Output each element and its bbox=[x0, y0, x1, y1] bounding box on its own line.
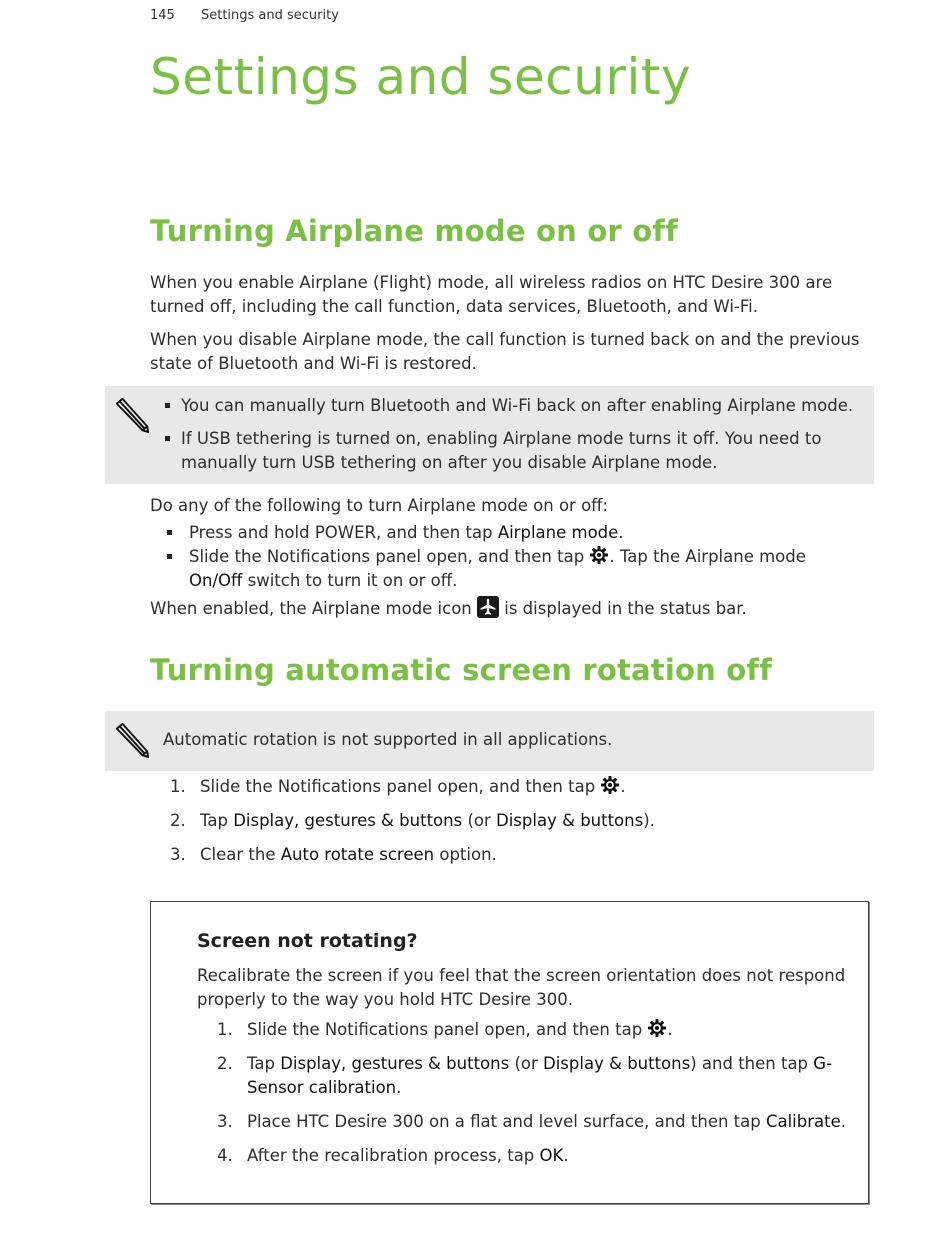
page-title: Settings and security bbox=[150, 48, 692, 106]
ui-term-display-buttons: Display & buttons bbox=[496, 811, 644, 830]
list-item bbox=[150, 775, 870, 799]
pencil-icon bbox=[113, 396, 151, 434]
list-item bbox=[197, 1110, 857, 1134]
running-header-section: Settings and security bbox=[200, 8, 339, 23]
text-fragment: . bbox=[563, 1146, 569, 1165]
step-number: 2. bbox=[170, 811, 186, 830]
ui-term-auto-rotate-screen: Auto rotate screen bbox=[280, 845, 435, 864]
bullet-marker bbox=[165, 403, 170, 408]
text-fragment: . bbox=[840, 1112, 847, 1131]
text-fragment: Clear the bbox=[200, 845, 281, 864]
running-header bbox=[150, 8, 339, 23]
airplane-mode-icon bbox=[477, 596, 499, 618]
gear-icon bbox=[589, 545, 609, 565]
pencil-icon bbox=[113, 721, 151, 759]
step-number: 3. bbox=[170, 845, 186, 864]
text-fragment: Slide the Notifications panel open, and then tap bbox=[200, 777, 601, 796]
bullet-marker bbox=[167, 554, 172, 559]
text-fragment: . Tap the Airplane mode bbox=[609, 547, 806, 566]
airplane-status-para bbox=[150, 596, 880, 621]
list-item bbox=[197, 1052, 857, 1100]
list-item bbox=[150, 809, 870, 833]
rotation-steps bbox=[150, 775, 870, 867]
rotation-heading: Turning automatic screen rotation off bbox=[150, 653, 773, 687]
text-fragment: . bbox=[618, 523, 624, 542]
gear-icon bbox=[600, 775, 620, 795]
list-item bbox=[197, 1144, 857, 1168]
tip-para: Recalibrate the screen if you feel that the screen orientation does not respond properly to the way you hold HTC Desire 300. bbox=[197, 966, 846, 1009]
text-fragment: Slide the Notifications panel open, and then tap bbox=[247, 1020, 648, 1039]
gear-icon bbox=[647, 1018, 667, 1038]
bullet-marker bbox=[165, 436, 170, 441]
text-fragment: ). bbox=[643, 811, 655, 830]
step-number: 1. bbox=[170, 777, 186, 796]
list-item bbox=[150, 521, 850, 545]
note-item-text: If USB tethering is turned on, enabling Airplane mode turns it off. You need to manually turn USB tethering on after you disable Airplane mode. bbox=[181, 429, 822, 472]
airplane-note-box bbox=[105, 386, 874, 484]
airplane-intro: Do any of the following to turn Airplane mode on or off: bbox=[150, 496, 609, 515]
text-fragment: . bbox=[667, 1020, 673, 1039]
tip-box bbox=[150, 901, 869, 1204]
ui-term-display-gestures-buttons: Display, gestures & buttons bbox=[233, 811, 463, 830]
text-fragment: switch to turn it on or off. bbox=[242, 571, 458, 590]
text-fragment: (or bbox=[462, 811, 497, 830]
airplane-mode-heading: Turning Airplane mode on or off bbox=[150, 214, 679, 248]
page-number: 145 bbox=[150, 8, 175, 23]
step-number: 2. bbox=[217, 1054, 233, 1073]
step-number: 1. bbox=[217, 1020, 233, 1039]
text-fragment: ) and then tap bbox=[690, 1054, 814, 1073]
text-fragment: . bbox=[396, 1078, 402, 1097]
text-fragment: Slide the Notifications panel open, and then tap bbox=[189, 547, 590, 566]
text-fragment: option. bbox=[434, 845, 497, 864]
list-item bbox=[150, 545, 850, 593]
airplane-para-1: When you enable Airplane (Flight) mode, all wireless radios on HTC Desire 300 are turned off, including the call function, data services, Bluetooth, and Wi-Fi. bbox=[150, 273, 833, 316]
text-fragment: Place HTC Desire 300 on a flat and level surface, and then tap bbox=[247, 1112, 766, 1131]
note-item bbox=[165, 427, 868, 475]
step-number: 4. bbox=[217, 1146, 233, 1165]
ui-term-calibrate: Calibrate bbox=[765, 1112, 841, 1131]
tip-steps bbox=[197, 1018, 857, 1168]
list-item bbox=[197, 1018, 857, 1042]
text-fragment: (or bbox=[509, 1054, 544, 1073]
ui-term-airplane-mode: Airplane mode bbox=[497, 523, 619, 542]
text-fragment: Tap bbox=[247, 1054, 281, 1073]
note-item-text: You can manually turn Bluetooth and Wi-Fi back on after enabling Airplane mode. bbox=[181, 396, 854, 415]
text-fragment: After the recalibration process, tap bbox=[247, 1146, 540, 1165]
ui-term-ok: OK bbox=[539, 1146, 564, 1165]
rotation-note-text: Automatic rotation is not supported in all applications. bbox=[163, 730, 613, 749]
text-fragment: When enabled, the Airplane mode icon bbox=[150, 599, 478, 618]
list-item bbox=[150, 843, 870, 867]
note-item bbox=[165, 394, 868, 418]
text-fragment: is displayed in the status bar. bbox=[499, 599, 747, 618]
bullet-marker bbox=[167, 530, 172, 535]
airplane-options-list bbox=[150, 521, 850, 593]
airplane-para-2: When you disable Airplane mode, the call function is turned back on and the previous state of Bluetooth and Wi-Fi is restored. bbox=[150, 330, 860, 373]
text-fragment: Press and hold POWER, and then tap bbox=[189, 523, 498, 542]
airplane-note-list bbox=[165, 394, 868, 484]
text-fragment: Tap bbox=[200, 811, 234, 830]
ui-term-display-buttons: Display & buttons bbox=[543, 1054, 691, 1073]
step-number: 3. bbox=[217, 1112, 233, 1131]
rotation-note-box bbox=[105, 711, 874, 771]
ui-term-on-off: On/Off bbox=[189, 571, 243, 590]
tip-title: Screen not rotating? bbox=[197, 930, 418, 952]
ui-term-g-sensor-calibration: G-Sensor calibration bbox=[247, 1054, 833, 1097]
text-fragment: . bbox=[620, 777, 626, 796]
ui-term-display-gestures-buttons: Display, gestures & buttons bbox=[280, 1054, 510, 1073]
